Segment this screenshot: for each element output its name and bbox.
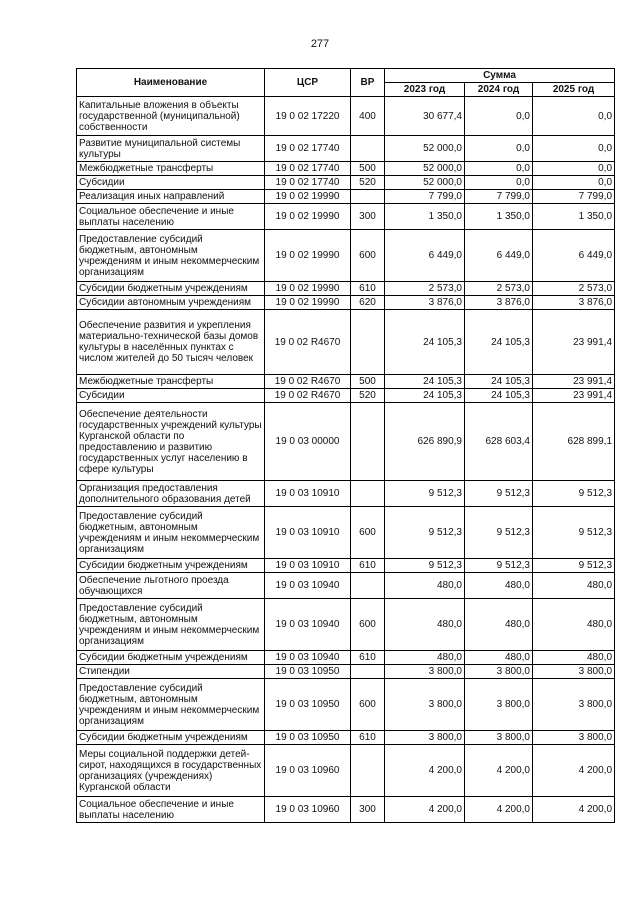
cell-csr: 19 0 03 00000 xyxy=(265,403,351,481)
cell-csr: 19 0 03 10950 xyxy=(265,679,351,731)
header-year-2024: 2024 год xyxy=(465,83,533,97)
cell-2024: 480,0 xyxy=(465,599,533,651)
cell-csr: 19 0 02 17740 xyxy=(265,176,351,190)
cell-name: Субсидии бюджетным учреждениям xyxy=(77,282,265,296)
cell-2024: 3 800,0 xyxy=(465,679,533,731)
table-row xyxy=(77,389,615,403)
cell-csr: 19 0 03 10910 xyxy=(265,559,351,573)
table-row xyxy=(77,403,615,481)
cell-csr: 19 0 03 10960 xyxy=(265,797,351,823)
cell-2024: 6 449,0 xyxy=(465,230,533,282)
table-row xyxy=(77,797,615,823)
cell-2025: 9 512,3 xyxy=(533,559,615,573)
cell-name: Предоставление субсидий бюджетным, автономным учреждениям и иным некоммерческим организациям xyxy=(77,679,265,731)
cell-2023: 6 449,0 xyxy=(385,230,465,282)
cell-2024: 9 512,3 xyxy=(465,507,533,559)
cell-2023: 2 573,0 xyxy=(385,282,465,296)
table-row xyxy=(77,136,615,162)
cell-2025: 480,0 xyxy=(533,573,615,599)
cell-2025: 23 991,4 xyxy=(533,389,615,403)
cell-name: Организация предоставления дополнительного образования детей xyxy=(77,481,265,507)
cell-csr: 19 0 02 17740 xyxy=(265,162,351,176)
cell-2024: 0,0 xyxy=(465,136,533,162)
cell-2025: 0,0 xyxy=(533,136,615,162)
cell-2023: 1 350,0 xyxy=(385,204,465,230)
cell-2023: 9 512,3 xyxy=(385,481,465,507)
cell-2025: 6 449,0 xyxy=(533,230,615,282)
cell-csr: 19 0 03 10960 xyxy=(265,745,351,797)
cell-vr: 400 xyxy=(351,97,385,136)
cell-2025: 1 350,0 xyxy=(533,204,615,230)
cell-name: Межбюджетные трансферты xyxy=(77,375,265,389)
cell-csr: 19 0 02 R4670 xyxy=(265,389,351,403)
table-row xyxy=(77,97,615,136)
cell-2023: 3 876,0 xyxy=(385,296,465,310)
cell-name: Обеспечение деятельности государственных учреждений культуры Курганской области по предоставлению и развитию государственных услуг населению в сфере культуры xyxy=(77,403,265,481)
cell-2023: 480,0 xyxy=(385,651,465,665)
cell-2025: 480,0 xyxy=(533,651,615,665)
table-header xyxy=(77,69,615,97)
cell-name: Социальное обеспечение и иные выплаты населению xyxy=(77,797,265,823)
cell-name: Предоставление субсидий бюджетным, автономным учреждениям и иным некоммерческим организациям xyxy=(77,599,265,651)
cell-name: Обеспечение льготного проезда обучающихся xyxy=(77,573,265,599)
cell-2023: 24 105,3 xyxy=(385,389,465,403)
cell-name: Социальное обеспечение и иные выплаты населению xyxy=(77,204,265,230)
cell-vr xyxy=(351,190,385,204)
cell-csr: 19 0 02 R4670 xyxy=(265,310,351,375)
cell-2023: 3 800,0 xyxy=(385,679,465,731)
cell-2024: 0,0 xyxy=(465,162,533,176)
cell-vr: 600 xyxy=(351,679,385,731)
cell-csr: 19 0 03 10940 xyxy=(265,651,351,665)
cell-vr: 610 xyxy=(351,559,385,573)
cell-name: Капитальные вложения в объекты государственной (муниципальной) собственности xyxy=(77,97,265,136)
cell-2024: 2 573,0 xyxy=(465,282,533,296)
cell-2025: 3 800,0 xyxy=(533,731,615,745)
cell-2025: 23 991,4 xyxy=(533,375,615,389)
cell-2025: 3 876,0 xyxy=(533,296,615,310)
table-row xyxy=(77,507,615,559)
table-row xyxy=(77,731,615,745)
cell-csr: 19 0 03 10950 xyxy=(265,731,351,745)
cell-2023: 9 512,3 xyxy=(385,559,465,573)
cell-vr xyxy=(351,745,385,797)
cell-2023: 3 800,0 xyxy=(385,731,465,745)
cell-vr: 610 xyxy=(351,651,385,665)
cell-csr: 19 0 02 17740 xyxy=(265,136,351,162)
cell-2023: 52 000,0 xyxy=(385,162,465,176)
cell-csr: 19 0 03 10910 xyxy=(265,507,351,559)
header-csr: ЦСР xyxy=(265,69,351,97)
cell-csr: 19 0 02 R4670 xyxy=(265,375,351,389)
table-row xyxy=(77,296,615,310)
cell-2024: 24 105,3 xyxy=(465,389,533,403)
cell-2024: 24 105,3 xyxy=(465,375,533,389)
table-row xyxy=(77,176,615,190)
cell-vr xyxy=(351,310,385,375)
cell-2024: 1 350,0 xyxy=(465,204,533,230)
cell-2024: 7 799,0 xyxy=(465,190,533,204)
cell-name: Субсидии бюджетным учреждениям xyxy=(77,559,265,573)
cell-name: Субсидии xyxy=(77,389,265,403)
cell-2024: 3 800,0 xyxy=(465,731,533,745)
cell-2025: 480,0 xyxy=(533,599,615,651)
cell-2023: 24 105,3 xyxy=(385,310,465,375)
table-row xyxy=(77,375,615,389)
cell-name: Развитие муниципальной системы культуры xyxy=(77,136,265,162)
cell-vr xyxy=(351,665,385,679)
cell-2025: 3 800,0 xyxy=(533,679,615,731)
cell-2023: 626 890,9 xyxy=(385,403,465,481)
cell-vr: 520 xyxy=(351,389,385,403)
cell-vr: 600 xyxy=(351,507,385,559)
cell-csr: 19 0 02 17220 xyxy=(265,97,351,136)
cell-name: Предоставление субсидий бюджетным, автономным учреждениям и иным некоммерческим организациям xyxy=(77,230,265,282)
cell-2023: 9 512,3 xyxy=(385,507,465,559)
cell-vr xyxy=(351,573,385,599)
cell-2025: 0,0 xyxy=(533,162,615,176)
cell-name: Субсидии автономным учреждениям xyxy=(77,296,265,310)
cell-vr: 300 xyxy=(351,797,385,823)
page-number: 277 xyxy=(310,38,330,50)
cell-vr xyxy=(351,136,385,162)
header-name: Наименование xyxy=(77,69,265,97)
table-row xyxy=(77,481,615,507)
table-row xyxy=(77,204,615,230)
cell-2024: 3 800,0 xyxy=(465,665,533,679)
table-row xyxy=(77,310,615,375)
cell-name: Меры социальной поддержки детей-сирот, находящихся в государственных организациях (учреждениях) Курганской области xyxy=(77,745,265,797)
cell-2025: 2 573,0 xyxy=(533,282,615,296)
table-row xyxy=(77,573,615,599)
cell-vr: 500 xyxy=(351,375,385,389)
cell-2024: 480,0 xyxy=(465,573,533,599)
cell-2025: 9 512,3 xyxy=(533,507,615,559)
cell-2023: 52 000,0 xyxy=(385,136,465,162)
cell-2024: 3 876,0 xyxy=(465,296,533,310)
cell-2025: 628 899,1 xyxy=(533,403,615,481)
cell-csr: 19 0 02 19990 xyxy=(265,190,351,204)
cell-csr: 19 0 02 19990 xyxy=(265,296,351,310)
table-row xyxy=(77,559,615,573)
cell-2024: 0,0 xyxy=(465,176,533,190)
cell-2023: 480,0 xyxy=(385,599,465,651)
cell-name: Обеспечение развития и укрепления материально-технической базы домов культуры в населённых пунктах с числом жителей до 50 тысяч человек xyxy=(77,310,265,375)
table-row xyxy=(77,190,615,204)
cell-2024: 4 200,0 xyxy=(465,797,533,823)
cell-vr: 600 xyxy=(351,230,385,282)
cell-name: Субсидии бюджетным учреждениям xyxy=(77,731,265,745)
table-body xyxy=(77,97,615,823)
cell-csr: 19 0 03 10940 xyxy=(265,599,351,651)
cell-vr: 620 xyxy=(351,296,385,310)
cell-vr: 610 xyxy=(351,731,385,745)
cell-2025: 4 200,0 xyxy=(533,745,615,797)
table-row xyxy=(77,665,615,679)
cell-2024: 480,0 xyxy=(465,651,533,665)
table-row xyxy=(77,230,615,282)
cell-csr: 19 0 03 10910 xyxy=(265,481,351,507)
cell-vr: 500 xyxy=(351,162,385,176)
cell-csr: 19 0 02 19990 xyxy=(265,204,351,230)
cell-2024: 9 512,3 xyxy=(465,481,533,507)
cell-2024: 9 512,3 xyxy=(465,559,533,573)
cell-name: Предоставление субсидий бюджетным, автономным учреждениям и иным некоммерческим организациям xyxy=(77,507,265,559)
cell-2023: 3 800,0 xyxy=(385,665,465,679)
cell-vr: 610 xyxy=(351,282,385,296)
cell-2024: 628 603,4 xyxy=(465,403,533,481)
cell-2025: 0,0 xyxy=(533,176,615,190)
cell-2025: 3 800,0 xyxy=(533,665,615,679)
cell-2023: 52 000,0 xyxy=(385,176,465,190)
cell-name: Реализация иных направлений xyxy=(77,190,265,204)
cell-2025: 0,0 xyxy=(533,97,615,136)
cell-2023: 7 799,0 xyxy=(385,190,465,204)
header-year-2025: 2025 год xyxy=(533,83,615,97)
table-row xyxy=(77,679,615,731)
cell-2024: 24 105,3 xyxy=(465,310,533,375)
budget-table xyxy=(76,68,615,823)
cell-2023: 480,0 xyxy=(385,573,465,599)
cell-vr: 520 xyxy=(351,176,385,190)
cell-2023: 24 105,3 xyxy=(385,375,465,389)
table-row xyxy=(77,282,615,296)
table-row xyxy=(77,599,615,651)
cell-2023: 4 200,0 xyxy=(385,797,465,823)
cell-2025: 23 991,4 xyxy=(533,310,615,375)
table-row xyxy=(77,651,615,665)
cell-csr: 19 0 03 10950 xyxy=(265,665,351,679)
cell-name: Субсидии бюджетным учреждениям xyxy=(77,651,265,665)
cell-2023: 30 677,4 xyxy=(385,97,465,136)
cell-csr: 19 0 02 19990 xyxy=(265,230,351,282)
header-sum: Сумма xyxy=(385,69,615,83)
table-row xyxy=(77,745,615,797)
cell-2023: 4 200,0 xyxy=(385,745,465,797)
cell-csr: 19 0 02 19990 xyxy=(265,282,351,296)
header-year-2023: 2023 год xyxy=(385,83,465,97)
cell-2025: 7 799,0 xyxy=(533,190,615,204)
cell-csr: 19 0 03 10940 xyxy=(265,573,351,599)
cell-vr xyxy=(351,481,385,507)
cell-2024: 0,0 xyxy=(465,97,533,136)
cell-2025: 4 200,0 xyxy=(533,797,615,823)
cell-name: Стипендии xyxy=(77,665,265,679)
cell-name: Субсидии xyxy=(77,176,265,190)
table-row xyxy=(77,162,615,176)
cell-vr xyxy=(351,403,385,481)
cell-vr: 600 xyxy=(351,599,385,651)
cell-vr: 300 xyxy=(351,204,385,230)
cell-2025: 9 512,3 xyxy=(533,481,615,507)
cell-2024: 4 200,0 xyxy=(465,745,533,797)
header-vr: ВР xyxy=(351,69,385,97)
cell-name: Межбюджетные трансферты xyxy=(77,162,265,176)
